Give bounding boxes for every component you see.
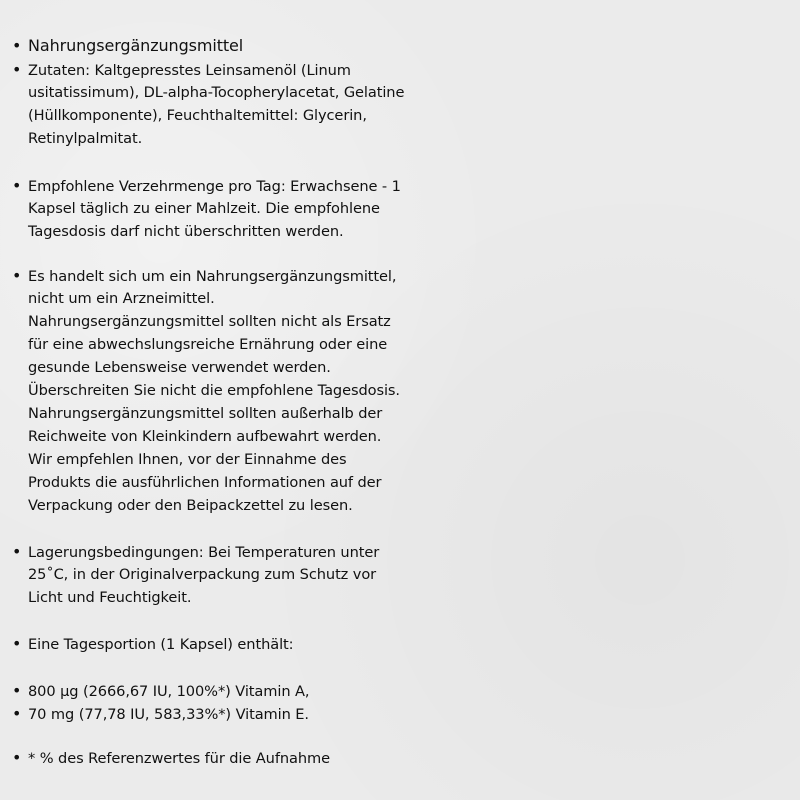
dosage-line: Kapsel täglich zu einer Mahlzeit. Die empfohlene bbox=[28, 200, 380, 217]
notice-text: Es handelt sich um ein Nahrungsergänzungsmittel, bbox=[28, 268, 397, 285]
portion-line bbox=[12, 632, 293, 656]
ingredients-text: Zutaten: Kaltgepresstes Leinsamenöl (Linum bbox=[28, 62, 351, 79]
bullet-icon: • bbox=[12, 681, 22, 700]
ingredients-line: Retinylpalmitat. bbox=[28, 130, 143, 147]
notice-line: nicht um ein Arzneimittel. bbox=[28, 290, 215, 307]
dosage-text: Empfohlene Verzehrmenge pro Tag: Erwachsene - 1 bbox=[28, 178, 401, 195]
portion-text: Eine Tagesportion (1 Kapsel) enthält: bbox=[28, 636, 294, 653]
notice-line: gesunde Lebensweise verwendet werden. bbox=[28, 359, 331, 376]
bullet-icon: • bbox=[12, 542, 22, 561]
heading bbox=[12, 34, 243, 57]
bullet-icon: • bbox=[12, 704, 22, 723]
vitamin-e-line bbox=[12, 702, 309, 726]
bullet-icon: • bbox=[12, 634, 22, 653]
dosage-line: Tagesdosis darf nicht überschritten werden. bbox=[28, 223, 344, 240]
notice-line bbox=[12, 264, 396, 288]
notice-line: Reichweite von Kleinkindern aufbewahrt werden. bbox=[28, 428, 382, 445]
vitamin-a-text: 800 µg (2666,67 IU, 100%*) Vitamin A, bbox=[28, 683, 310, 700]
notice-line: Nahrungsergänzungsmittel sollten nicht als Ersatz bbox=[28, 313, 391, 330]
storage-text: Lagerungsbedingungen: Bei Temperaturen unter bbox=[28, 544, 380, 561]
bullet-icon: • bbox=[12, 748, 22, 767]
vitamin-e-text: 70 mg (77,78 IU, 583,33%*) Vitamin E. bbox=[28, 706, 309, 723]
notice-line: Überschreiten Sie nicht die empfohlene Tagesdosis. bbox=[28, 382, 400, 399]
ingredients-line: usitatissimum), DL-alpha-Tocopherylacetat, Gelatine bbox=[28, 84, 405, 101]
storage-line: Licht und Feuchtigkeit. bbox=[28, 589, 192, 606]
dosage-line bbox=[12, 174, 401, 198]
ingredients-line: (Hüllkomponente), Feuchthaltemittel: Glycerin, bbox=[28, 107, 367, 124]
heading-text: Nahrungsergänzungsmittel bbox=[28, 36, 244, 55]
vitamin-a-line bbox=[12, 679, 309, 703]
ingredients-line bbox=[12, 58, 351, 82]
notice-line: Wir empfehlen Ihnen, vor der Einnahme des bbox=[28, 451, 347, 468]
bullet-icon: • bbox=[12, 60, 22, 79]
notice-line: Produkts die ausführlichen Informationen auf der bbox=[28, 474, 382, 491]
notice-line: Nahrungsergänzungsmittel sollten außerhalb der bbox=[28, 405, 383, 422]
storage-line bbox=[12, 540, 379, 564]
footnote-line bbox=[12, 746, 330, 770]
footnote-text: * % des Referenzwertes für die Aufnahme bbox=[28, 750, 330, 767]
storage-line: 25˚C, in der Originalverpackung zum Schutz vor bbox=[28, 566, 377, 583]
bullet-icon: • bbox=[12, 176, 22, 195]
notice-line: Verpackung oder den Beipackzettel zu lesen. bbox=[28, 497, 353, 514]
bullet-icon: • bbox=[12, 266, 22, 285]
bullet-icon: • bbox=[12, 36, 22, 55]
notice-line: für eine abwechslungsreiche Ernährung oder eine bbox=[28, 336, 388, 353]
